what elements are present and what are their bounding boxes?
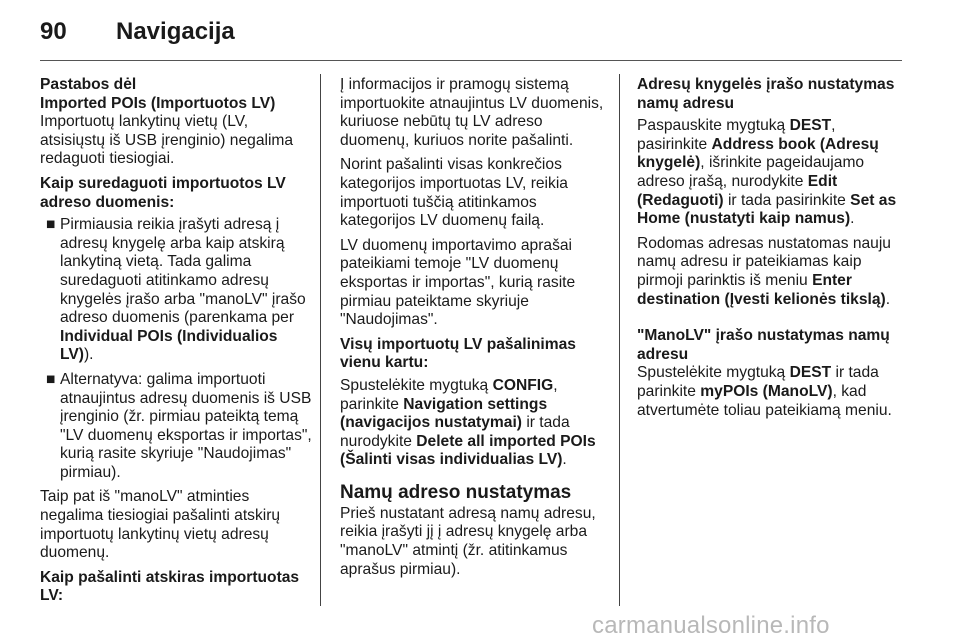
column-divider-right [619, 74, 620, 606]
bullet-item: ■ Pirmiausia reikia įrašyti adresą į adresų knygelę arba kaip atskirą lankytiną vietą. Tada galima suredaguoti atitinkamo adresų knygelės įrašo arba "manoLV" įrašo adreso duomenis (parenkama per Individual POIs (Individualios LV)). [46, 216, 306, 364]
paragraph: Taip pat iš "manoLV" atminties negalima tiesiogiai pašalinti atskirų importuotų lankytinų vietų adresų duomenų. [40, 488, 281, 562]
paragraph: LV duomenų importavimo aprašai pateikiami temoje "LV duomenų eksportas ir importas", kurią rasite pirmiau pateiktame skyriuje "Naudojimas". [340, 236, 576, 329]
section-title-home-address: Namų adreso nustatymas [340, 481, 572, 503]
bullet-icon: ■ [46, 216, 56, 234]
page-title: Navigacija [116, 18, 235, 45]
heading-remove-all: Visų importuotų LV pašalinimas vienu kartu: [340, 335, 576, 372]
watermark: carmanualsonline.info [592, 612, 830, 639]
paragraph: Prieš nustatant adresą namų adresu, reikia įrašyti jį į adresų knygelę arba "manoLV" atmintį (žr. atitinkamus aprašus pirmiau). [340, 504, 596, 578]
header-rule [40, 60, 902, 61]
paragraph: Į informacijos ir pramogų sistemą importuokite atnaujintus LV duomenis, kuriuose nebūtų tų LV adreso duomenų, kuriuos norite pašalinti. [340, 76, 604, 149]
bullet-item: ■ Alternatyva: galima importuoti atnaujintus adresų duomenis iš USB įrenginio (žr. pirmiau pateiktą temą "LV duomenų eksportas ir importas", kurią rasite skyriuje "Naudojimas" pirmiau). [46, 370, 312, 481]
heading-imported-pois: Imported POIs (Importuotos LV) [40, 94, 276, 112]
heading-mypoi-home: "ManoLV" įrašo nustatymas namų adresu [637, 327, 890, 363]
column-2 [340, 76, 612, 585]
bullet-icon: ■ [46, 370, 56, 388]
page-number: 90 [40, 18, 67, 45]
heading-remove-imported: Kaip pašalinti atskiras importuotas LV: [40, 568, 300, 605]
column-3 [637, 76, 907, 426]
paragraph: Paspauskite mygtuką DEST, pasirinkite Address book (Adresų knygelė), išrinkite pageidaujamo adreso įrašą, nurodykite Edit (Redaguoti) ir tada pasirinkite Set as Home (nustatyti kaip namus). [637, 117, 897, 228]
spacer [637, 315, 907, 327]
paragraph: Rodomas adresas nustatomas nauju namų adresu ir pateikiamas kaip pirmoji parinktis iš meniu Enter destination (Įvesti kelionės tikslą). [637, 234, 891, 308]
paragraph: Spustelėkite mygtuką DEST ir tada parinkite myPOIs (ManoLV), kad atvertumėte toliau pateikiamą meniu. [637, 364, 892, 419]
column-divider-left [320, 74, 321, 606]
paragraph: Norint pašalinti visas konkrečios kategorijos importuotas LV, reikia importuoti tuščią atitinkamos kategorijos LV duomenų failą. [340, 156, 568, 230]
heading-address-book-home: Adresų knygelės įrašo nustatymas namų adresu [637, 76, 895, 112]
paragraph: Spustelėkite mygtuką CONFIG, parinkite Navigation settings (navigacijos nustatymai) ir tada nurodykite Delete all imported POIs (Šalinti visas individualias LV). [340, 376, 596, 469]
heading-edit-imported: Kaip suredaguoti importuotos LV adreso duomenis: [40, 174, 286, 211]
heading-notes: Pastabos dėl [40, 76, 137, 93]
column-1 [40, 76, 312, 606]
paragraph: Importuotų lankytinų vietų (LV, atsisiųstų iš USB įrenginio) negalima redaguoti tiesiogiai. [40, 113, 294, 168]
